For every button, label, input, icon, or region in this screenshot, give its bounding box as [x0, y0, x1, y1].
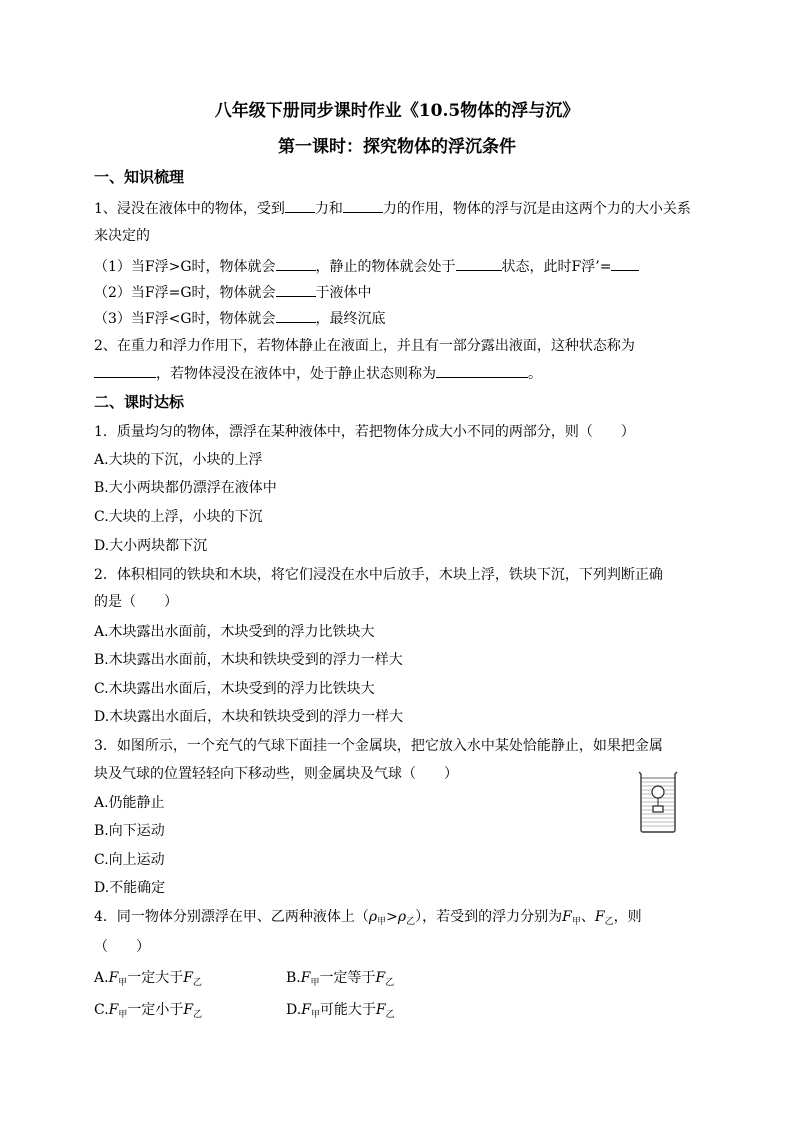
q3-option-a[interactable]: A.仍能静止	[94, 795, 165, 811]
q1-option-a[interactable]: A.大块的下沉，小块的上浮	[94, 452, 263, 468]
k1-item1-text-a: （1）当F浮>G时，物体就会	[94, 259, 276, 275]
q4-text-b: ），若受到的浮力分别为	[415, 909, 563, 925]
blank-field[interactable]	[343, 198, 383, 213]
force-symbol: F	[301, 1002, 311, 1018]
q2-option-d[interactable]: D.木块露出水面后，木块和铁块受到的浮力一样大	[94, 709, 404, 725]
force-symbol: F	[108, 1002, 119, 1018]
rho-symbol: ρ	[397, 909, 407, 925]
k1-item2	[94, 282, 372, 303]
q2-option-a[interactable]: A.木块露出水面前，木块受到的浮力比铁块大	[94, 624, 375, 640]
section-knowledge-heading: 一、知识梳理	[94, 168, 185, 186]
option-text: 可能大于	[319, 1002, 376, 1018]
k1-item3-text-a: （3）当F浮<G时，物体就会	[94, 311, 276, 327]
k1-text-a: 1、浸没在液体中的物体，受到	[94, 201, 285, 217]
subscript-jia: 甲	[310, 1010, 320, 1020]
q3-stem-line1: 3．如图所示，一个充气的气球下面挂一个金属块，把它放入水中某处恰能静止，如果把金属	[94, 738, 663, 754]
force-symbol: F	[183, 1002, 194, 1018]
subscript-yi: 乙	[193, 978, 203, 988]
option-text: 一定大于	[127, 970, 184, 986]
beaker-figure	[637, 768, 679, 834]
force-symbol: F	[375, 970, 386, 986]
k1-item1	[94, 256, 639, 277]
subscript-yi: 乙	[385, 978, 395, 988]
subscript-jia: 甲	[118, 1010, 128, 1020]
q1-stem: 1．质量均匀的物体，漂浮在某种液体中，若把物体分成大小不同的两部分，则（ ）	[94, 424, 635, 440]
force-symbol: F	[375, 1002, 386, 1018]
metal-block-icon	[653, 806, 663, 812]
q3-option-d[interactable]: D.不能确定	[94, 880, 166, 896]
force-symbol: F	[183, 970, 194, 986]
separator: 、	[580, 909, 595, 925]
blank-field[interactable]	[611, 256, 639, 271]
page-title: 八年级下册同步课时作业《10.5物体的浮与沉》	[214, 101, 580, 121]
option-letter: B.	[286, 970, 301, 986]
k2-text-b: ，若物体浸没在液体中，处于静止状态则称为	[156, 366, 436, 382]
q4-option-c[interactable]	[94, 1000, 202, 1022]
k1-text-b: 力和	[314, 201, 343, 217]
q4-text-c: ，则	[613, 909, 642, 925]
option-text: 一定小于	[127, 1002, 184, 1018]
section-practice-heading: 二、课时达标	[94, 393, 185, 411]
greater-than: >	[386, 909, 398, 925]
q4-stem-line2: （ ）	[94, 939, 150, 955]
k2-text-c: 。	[528, 366, 542, 382]
blank-field[interactable]	[94, 363, 156, 378]
q1-option-c[interactable]: C.大块的上浮，小块的下沉	[94, 509, 263, 525]
k1-line1	[94, 198, 691, 219]
subscript-jia: 甲	[118, 978, 128, 988]
blank-field[interactable]	[276, 282, 316, 297]
k1-item3	[94, 308, 386, 329]
subscript-yi: 乙	[193, 1010, 203, 1020]
option-letter: A.	[94, 970, 109, 986]
blank-field[interactable]	[436, 363, 528, 378]
page-subtitle: 第一课时：探究物体的浮沉条件	[278, 137, 516, 157]
rho-symbol: ρ	[368, 909, 378, 925]
q1-option-d[interactable]: D.大小两块都下沉	[94, 538, 208, 554]
subscript-yi: 乙	[406, 917, 416, 927]
q2-stem-line1: 2．体积相同的铁块和木块，将它们浸没在水中后放手，木块上浮，铁块下沉，下列判断正确	[94, 567, 663, 583]
balloon-icon	[652, 786, 664, 798]
force-symbol: F	[562, 909, 572, 925]
q1-option-b[interactable]: B.大小两块都仍漂浮在液体中	[94, 480, 277, 496]
q2-option-b[interactable]: B.木块露出水面前，木块和铁块受到的浮力一样大	[94, 652, 403, 668]
q3-stem-line2: 块及气球的位置轻轻向下移动些，则金属块及气球（ ）	[94, 766, 458, 782]
k1-item2-text-a: （2）当F浮=G时，物体就会	[94, 285, 276, 301]
blank-field[interactable]	[456, 256, 502, 271]
q3-option-c[interactable]: C.向上运动	[94, 852, 165, 868]
subscript-jia: 甲	[571, 917, 581, 927]
q4-text-a: 4．同一物体分别漂浮在甲、乙两种液体上（	[94, 909, 369, 925]
k2-line1: 2、在重力和浮力作用下，若物体静止在液面上，并且有一部分露出液面，这种状态称为	[94, 338, 635, 354]
subscript-jia: 甲	[377, 917, 387, 927]
blank-field[interactable]	[285, 198, 315, 213]
blank-field[interactable]	[276, 308, 316, 323]
k1-item3-text-b: ，最终沉底	[315, 311, 386, 327]
q2-stem-line2: 的是（ ）	[94, 594, 178, 610]
k1-item2-text-b: 于液体中	[315, 285, 372, 301]
k1-item1-text-c: 状态，此时F浮’=	[501, 259, 612, 275]
option-letter: C.	[94, 1002, 109, 1018]
k2-line2	[94, 363, 542, 384]
option-text: 一定等于	[319, 970, 376, 986]
force-symbol: F	[300, 970, 311, 986]
force-symbol: F	[108, 970, 119, 986]
q3-option-b[interactable]: B.向下运动	[94, 823, 165, 839]
q2-option-c[interactable]: C.木块露出水面后，木块受到的浮力比铁块大	[94, 681, 375, 697]
q4-option-b[interactable]	[286, 968, 394, 990]
option-letter: D.	[286, 1002, 302, 1018]
k1-line2: 来决定的	[94, 228, 150, 244]
q4-option-d[interactable]	[286, 1000, 395, 1022]
k1-text-c: 力的作用，物体的浮与沉是由这两个力的大小关系	[382, 201, 691, 217]
q4-stem-line1	[94, 907, 642, 929]
subscript-yi: 乙	[385, 1010, 395, 1020]
blank-field[interactable]	[276, 256, 316, 271]
k1-item1-text-b: ，静止的物体就会处于	[315, 259, 456, 275]
subscript-yi: 乙	[604, 917, 614, 927]
subscript-jia: 甲	[310, 978, 320, 988]
q4-option-a[interactable]	[94, 968, 202, 990]
force-symbol: F	[594, 909, 605, 925]
